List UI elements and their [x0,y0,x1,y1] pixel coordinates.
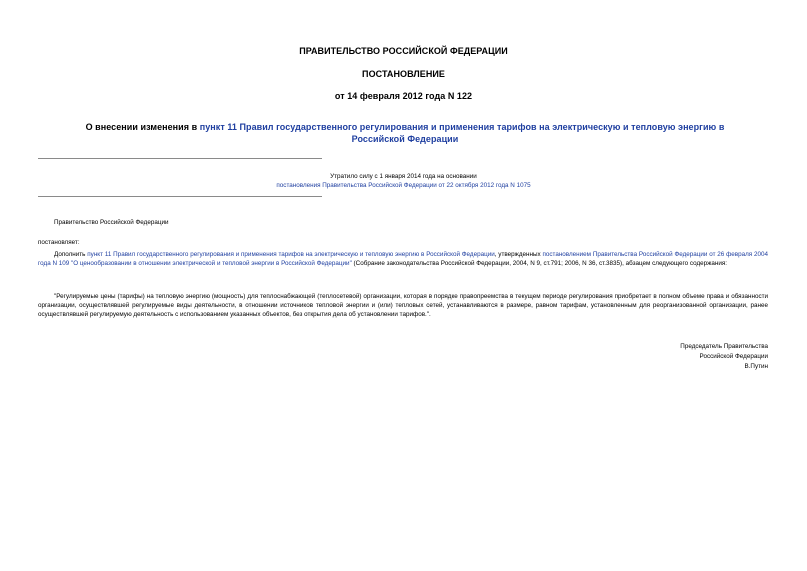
title-link[interactable]: пункт 11 Правил государственного регулирования и применения тарифов на электрическую и тепловую энергию в Российской Федерации [199,122,725,144]
government-heading: ПРАВИТЕЛЬСТВО РОССИЙСКОЙ ФЕДЕРАЦИИ [299,46,508,56]
p1-prefix: Дополнить [54,251,88,258]
p1-link-rules[interactable]: пункт 11 Правил государственного регулирования и применения тарифов на электрическую и тепловую энергию в Российской Федерации [87,251,495,258]
document-type: ПОСТАНОВЛЕНИЕ [362,69,445,79]
divider-bottom [38,196,322,197]
p1-link-resolution[interactable]: постановлением Правительства Российской Федерации от 26 февраля 2004 года N 109 "О ценообразовании в отношении электрической и тепловой энергии в Российской Федерации" [38,251,769,267]
status-line: Утратило силу с 1 января 2014 года на основании [330,173,477,180]
status-link[interactable]: постановления Правительства Российской Федерации от 22 октября 2012 года N 1075 [276,182,531,189]
p1-suffix: (Собрание законодательства Российской Федерации, 2004, N 9, ст.791; 2006, N 36, ст.3835), абзацем следующего содержания: [351,260,727,267]
title-prefix: О внесении изменения в [85,122,200,132]
document-date-number: от 14 февраля 2012 года N 122 [334,91,473,101]
divider-top [38,158,322,159]
signature-name: В.Путин [744,363,768,370]
signature-position: Председатель Правительства [680,343,768,350]
signature-country: Российской Федерации [699,353,768,360]
quoted-paragraph: "Регулируемые цены (тарифы) на тепловую энергию (мощность) для теплоснабжающей (теплосетевой) организации, которая в порядке правопреемства в текущем периоде регулирования приобретает в полном объеме права и обязанности организации, осуществлявшей регулируемые виды деятельности, в отношении источников тепловой энергии и (или) тепловых сетей, устанавливаются в размере, равном тарифам, установленным для реорганизованной организации, ранее осуществлявшей регулируемую деятельность с использованием указанных объектов, без открытия дела об установлении тарифов.". [38,293,768,318]
p1-mid: , утвержденных [494,251,543,258]
government-line: Правительство Российской Федерации [54,219,169,226]
decides-line: постановляет: [38,239,80,246]
amendment-paragraph [38,250,768,268]
document-title [60,121,750,145]
